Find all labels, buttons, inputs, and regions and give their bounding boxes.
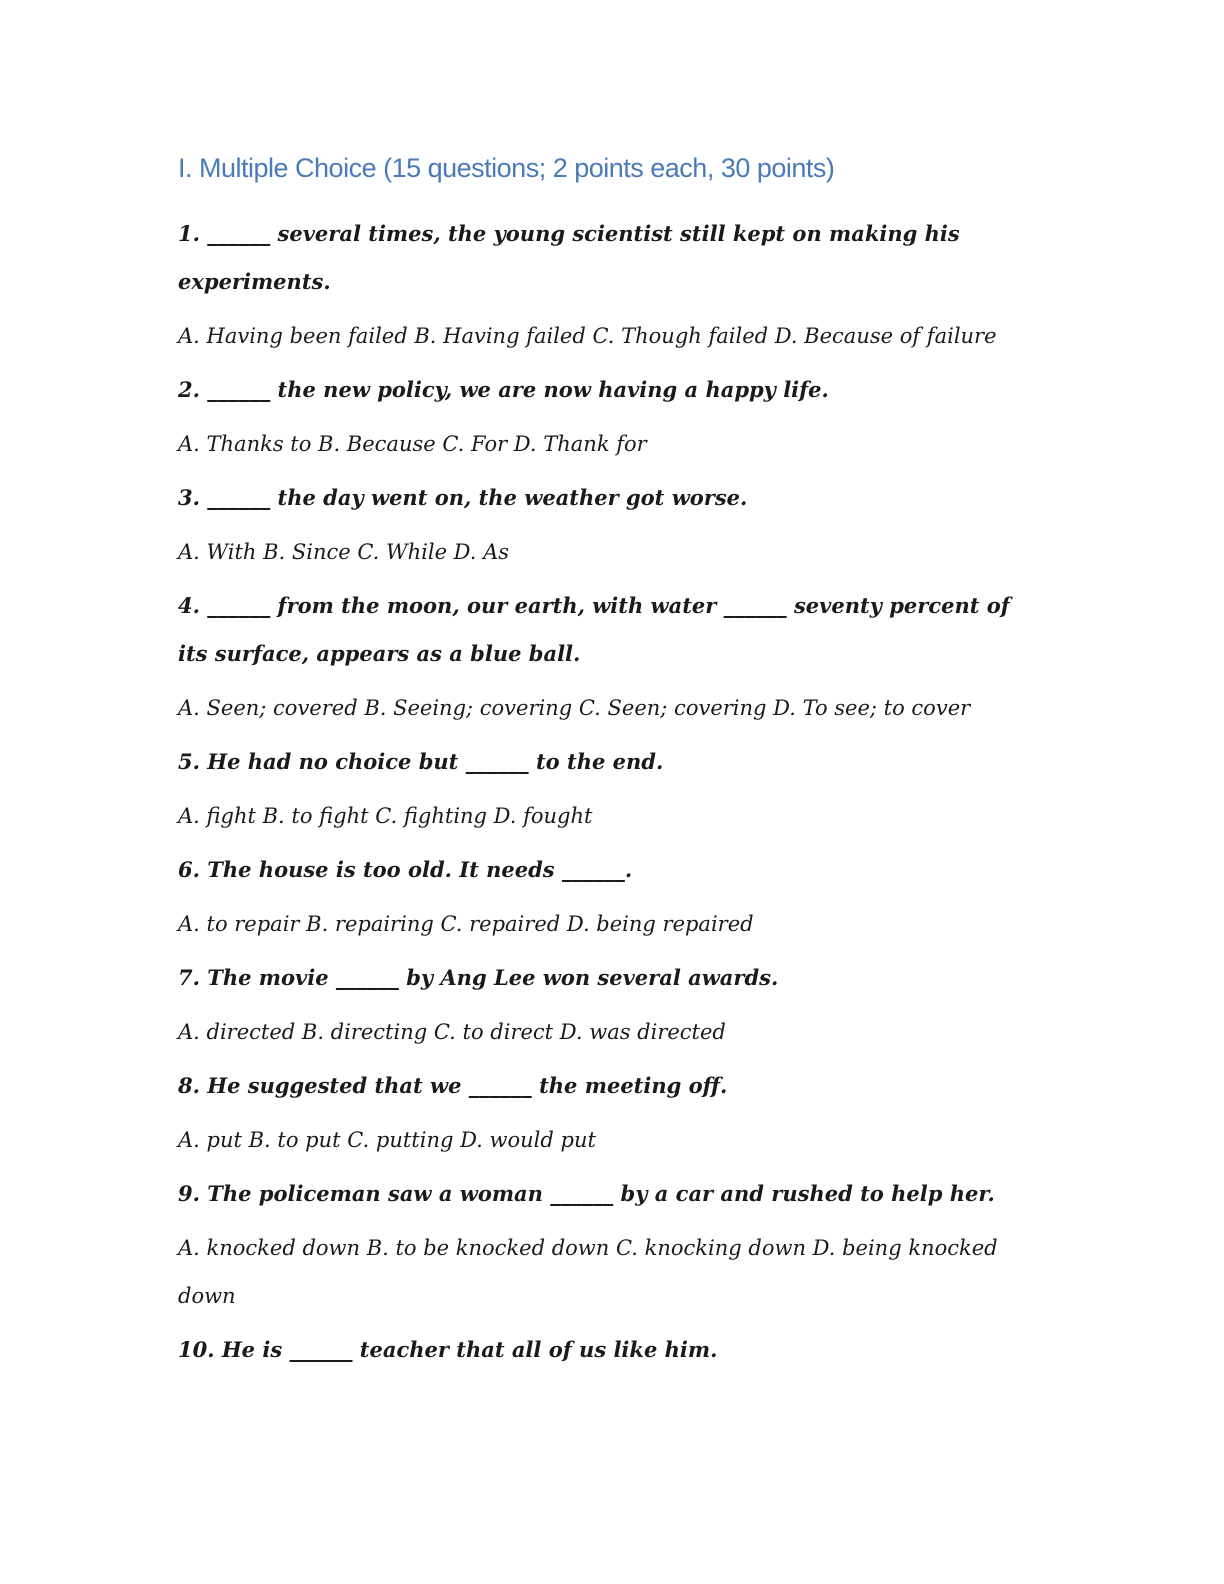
question-3: 3. ______ the day went on, the weather got worse. — [178, 485, 748, 510]
question-10: 10. He is ______ teacher that all of us like him. — [178, 1337, 718, 1362]
question-6-options: A. to repair B. repairing C. repaired D. being repaired — [178, 912, 754, 936]
question-6: 6. The house is too old. It needs ______. — [178, 857, 633, 882]
question-4-options: A. Seen; covered B. Seeing; covering C. Seen; covering D. To see; to cover — [178, 696, 971, 720]
question-9: 9. The policeman saw a woman ______ by a car and rushed to help her. — [178, 1181, 995, 1206]
document-page — [178, 146, 1028, 1380]
question-5: 5. He had no choice but ______ to the end. — [178, 749, 664, 774]
question-3-options: A. With B. Since C. While D. As — [178, 540, 510, 564]
question-2: 2. ______ the new policy, we are now having a happy life. — [178, 377, 829, 402]
question-1: 1. ______ several times, the young scientist still kept on making his experiments. — [178, 221, 960, 294]
question-8-options: A. put B. to put C. putting D. would put — [178, 1128, 596, 1152]
question-9-options: A. knocked down B. to be knocked down C. knocking down D. being knocked down — [178, 1236, 998, 1308]
question-8: 8. He suggested that we ______ the meeting off. — [178, 1073, 728, 1098]
question-2-options: A. Thanks to B. Because C. For D. Thank for — [178, 432, 647, 456]
question-7: 7. The movie ______ by Ang Lee won several awards. — [178, 965, 779, 990]
question-5-options: A. fight B. to fight C. fighting D. fought — [178, 804, 593, 828]
section-heading: I. Multiple Choice (15 questions; 2 points each, 30 points) — [178, 153, 835, 183]
question-1-options: A. Having been failed B. Having failed C. Though failed D. Because of failure — [178, 324, 997, 348]
question-7-options: A. directed B. directing C. to direct D. was directed — [178, 1020, 726, 1044]
question-4: 4. ______ from the moon, our earth, with water ______ seventy percent of its surface, appears as a blue ball. — [178, 593, 1010, 666]
